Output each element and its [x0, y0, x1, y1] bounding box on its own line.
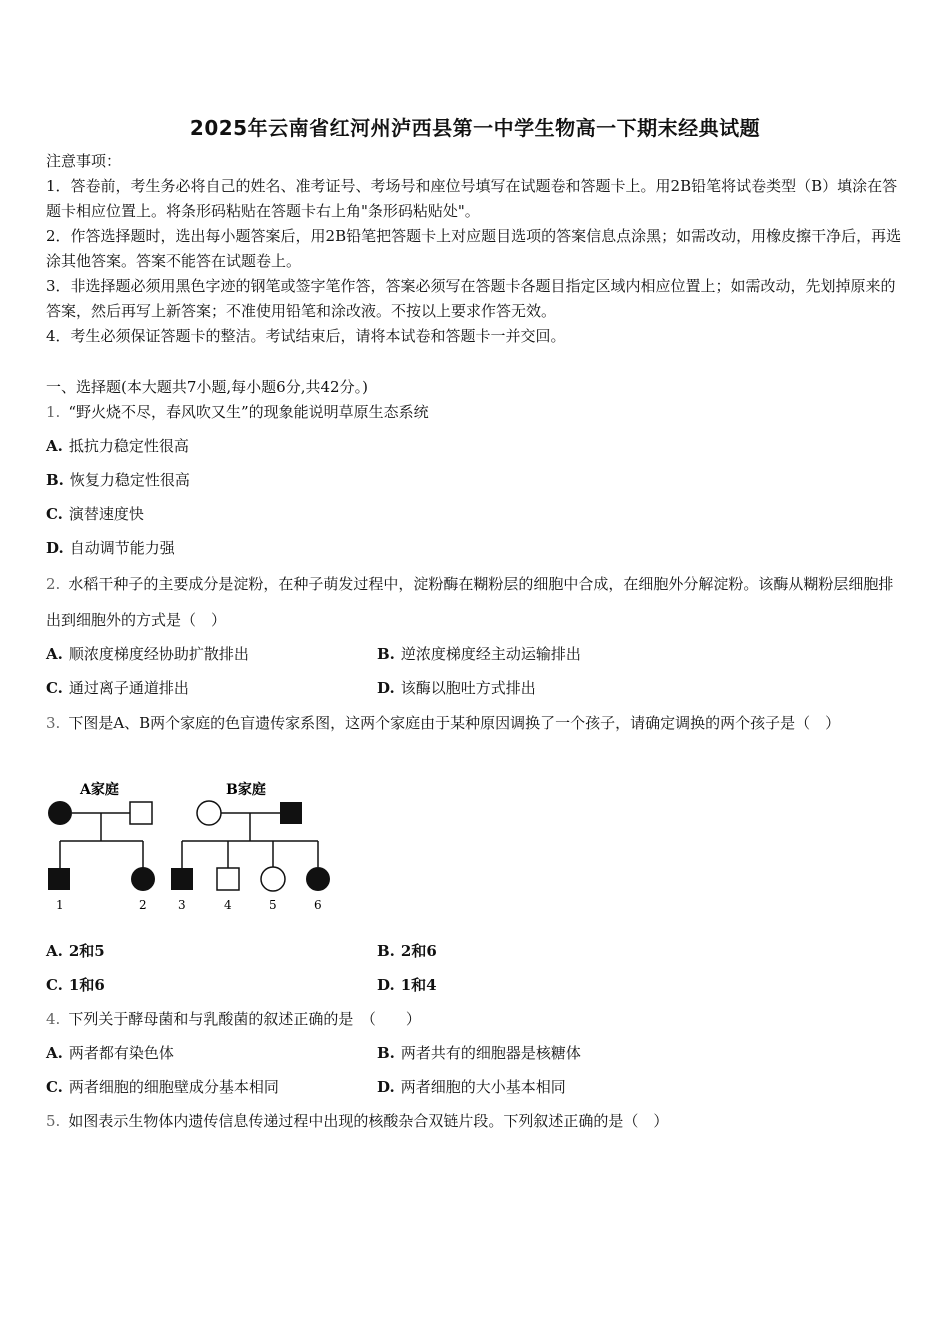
child-1-affected-male: [48, 868, 70, 890]
question-stem: 水稻干种子的主要成分是淀粉，在种子萌发过程中，淀粉酶在糊粉层的细胞中合成，在细胞外分解淀粉。该酶从糊粉层细胞排出到细胞外的方式是（ ）: [46, 575, 894, 629]
family-a-mother-affected: [48, 801, 72, 825]
option-a: A. 两者都有染色体: [46, 1044, 174, 1062]
option-d: D. 该酶以胞吐方式排出: [377, 679, 536, 697]
child-2-affected-female: [131, 867, 155, 891]
question-3: [46, 705, 906, 741]
child-label-6: 6: [314, 898, 322, 912]
notice-item-3: 3．非选择题必须用黑色字迹的钢笔或签字笔作答，答案必须写在答题卡各题目指定区域内相应位置上；如需改动，先划掉原来的答案，然后再写上新答案；不准使用铅笔和涂改液。不按以上要求作答无效。: [46, 277, 896, 320]
option-c: C. 两者细胞的细胞壁成分基本相同: [46, 1078, 279, 1096]
option-b: B. 两者共有的细胞器是核糖体: [377, 1044, 581, 1062]
family-b-father-affected: [280, 802, 302, 824]
option-d: D. 自动调节能力强: [46, 539, 175, 557]
question-2: [46, 566, 906, 638]
question-5: [46, 1110, 668, 1131]
family-a-label: A家庭: [80, 782, 119, 798]
question-4: [46, 1008, 421, 1029]
notice-item-4: 4．考生必须保证答题卡的整洁。考试结束后，请将本试卷和答题卡一并交回。: [46, 327, 566, 345]
family-b-mother: [197, 801, 221, 825]
notice-item-1: 1．答卷前，考生务必将自己的姓名、准考证号、考场号和座位号填写在试题卷和答题卡上。用2B铅笔将试卷类型（B）填涂在答题卡相应位置上。将条形码粘贴在答题卡右上角"条形码粘贴处"。: [46, 177, 898, 220]
question-number: 5.: [46, 1112, 61, 1130]
notice-item-2: 2．作答选择题时，选出每小题答案后，用2B铅笔把答题卡上对应题目选项的答案信息点涂黑；如需改动，用橡皮擦干净后，再选涂其他答案。答案不能答在试题卷上。: [46, 227, 902, 270]
question-stem: 如图表示生物体内遗传信息传递过程中出现的核酸杂合双链片段。下列叙述正确的是（ ）: [68, 1112, 669, 1130]
page-title: 2025年云南省红河州泸西县第一中学生物高一下期末经典试题: [189, 116, 761, 140]
family-a-father: [130, 802, 152, 824]
question-number: 1.: [46, 403, 61, 421]
option-d: D. 1和4: [377, 976, 437, 994]
child-label-4: 4: [224, 898, 232, 912]
option-b: B. 2和6: [377, 942, 437, 960]
question-stem: “野火烧不尽，春风吹又生”的现象能说明草原生态系统: [68, 403, 429, 421]
question-number: 3.: [46, 714, 61, 732]
section-heading: 一、选择题(本大题共7小题,每小题6分,共42分。): [46, 378, 368, 396]
option-c: C. 通过离子通道排出: [46, 679, 189, 697]
child-label-3: 3: [178, 898, 186, 912]
question-stem: 下列关于酵母菌和与乳酸菌的叙述正确的是 （ ）: [68, 1010, 421, 1028]
option-c: C. 1和6: [46, 976, 105, 994]
option-a: A. 2和5: [46, 942, 105, 960]
child-3-affected-male: [171, 868, 193, 890]
option-d: D. 两者细胞的大小基本相同: [377, 1078, 566, 1096]
option-c: C. 演替速度快: [46, 505, 144, 523]
family-b-label: B家庭: [226, 782, 266, 798]
option-b: B. 逆浓度梯度经主动运输排出: [377, 645, 581, 663]
child-label-1: 1: [56, 898, 64, 912]
child-label-5: 5: [269, 898, 277, 912]
question-number: 4.: [46, 1010, 61, 1028]
question-stem: 下图是A、B两个家庭的色盲遗传家系图，这两个家庭由于某种原因调换了一个孩子，请确定调换的两个孩子是（ ）: [68, 714, 841, 732]
option-b: B. 恢复力稳定性很高: [46, 471, 190, 489]
pedigree-figure: [40, 774, 340, 914]
question-number: 2.: [46, 575, 61, 593]
notice-heading: 注意事项：: [46, 152, 122, 170]
question-1: [46, 401, 429, 422]
child-label-2: 2: [139, 898, 147, 912]
child-4-male: [217, 868, 239, 890]
child-5-female: [261, 867, 285, 891]
option-a: A. 顺浓度梯度经协助扩散排出: [46, 645, 249, 663]
child-6-affected-female: [306, 867, 330, 891]
option-a: A. 抵抗力稳定性很高: [46, 437, 189, 455]
